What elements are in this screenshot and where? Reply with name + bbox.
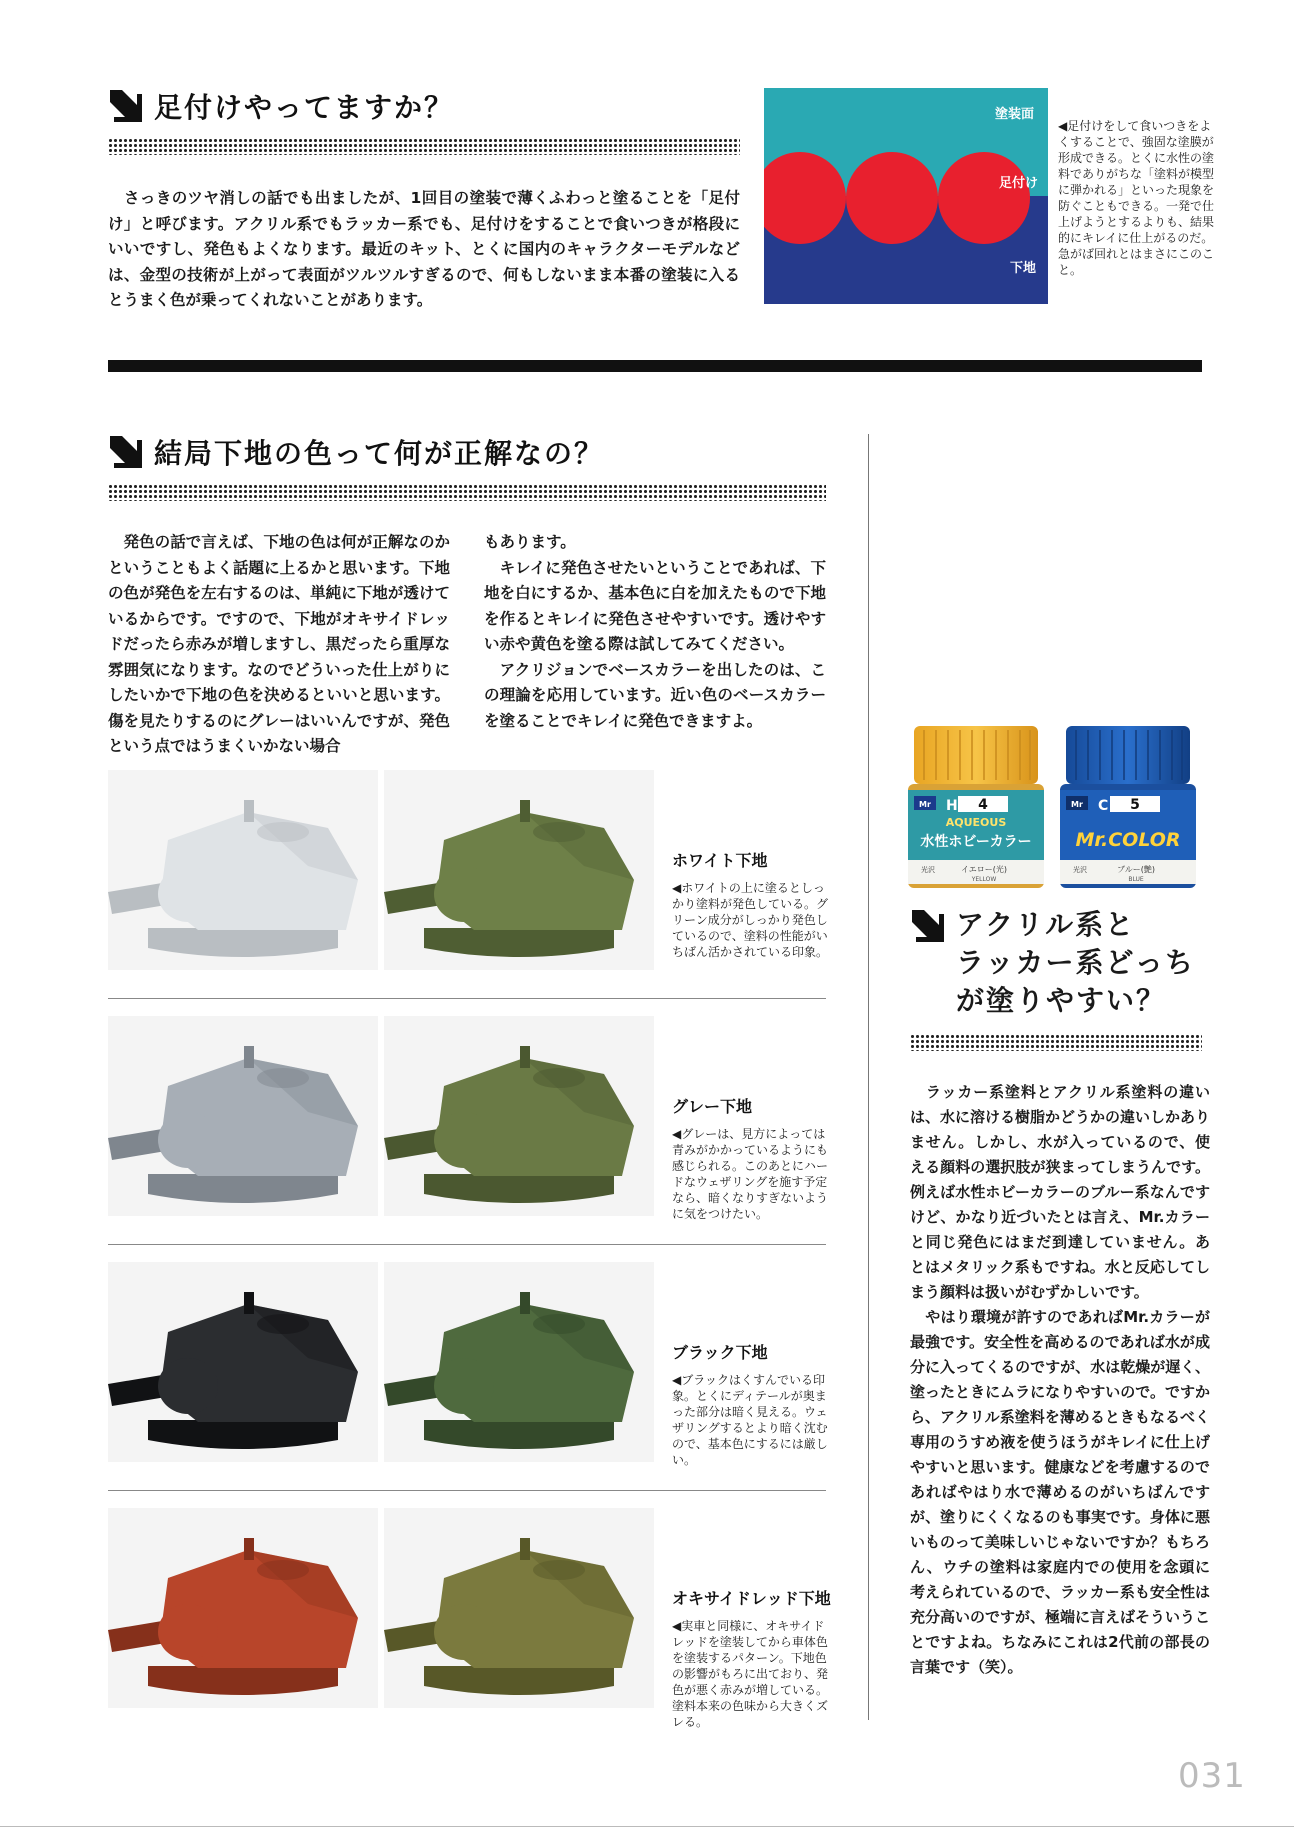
primer-photo bbox=[108, 770, 378, 970]
svg-text:Mr: Mr bbox=[919, 800, 931, 809]
ashizuke-dot bbox=[938, 152, 1030, 244]
section1-caption: ◀足付けをして食いつきをよくすることで、強固な塗膜が形成できる。とくに水性の塗料でありがちな「塗料が模型に弾かれる」といった現象を防ぐこともできる。一発で仕上げようとするよりも、結果的にキレイに仕上がるのだ。急がば回れとはまさにこのこと。 bbox=[1058, 119, 1215, 277]
section2-column-2: もあります。 キレイに発色させたいということであれば、下地を白にするか、基本色に白を加えたもので下地を作るとキレイに発色させやすいです。透けやすい赤や黄色を塗る際は試してみてください。 アクリジョンでベースカラーを出したのは、この理論を応用しています。近い色のベースカラーを塗ることでキレイに発色できますよ。 bbox=[484, 533, 826, 730]
primer-label: グレー下地 bbox=[672, 1097, 753, 1116]
svg-text:光沢: 光沢 bbox=[921, 866, 935, 874]
section-divider bbox=[108, 360, 1202, 372]
heading-arrow-icon bbox=[108, 88, 144, 124]
primer-caption: ◀実車と同様に、オキサイドレッドを塗装してから車体色を塗装するパターン。下地色の影響がもろに出ており、発色が悪く赤みが増している。塗料本来の色味から大きくズレる。 bbox=[672, 1619, 829, 1729]
painted-photo bbox=[384, 1016, 654, 1216]
section2-column-1: 発色の話で言えば、下地の色は何が正解なのかということもよく話題に上るかと思います。下地の色が発色を左右するのは、単純に下地が透けているからです。ですので、下地がオキサイドレッドだったら赤みが増しますし、黒だったら重厚な雰囲気になります。なのでどういった仕上がりにしたいかで下地の色を決めるといいと思います。傷を見たりするのにグレーはいいんですが、発色という点ではうまくいかない場合 bbox=[108, 533, 450, 755]
section1-dotted-rule bbox=[108, 138, 740, 155]
svg-text:イエロー(光): イエロー(光) bbox=[961, 865, 1007, 874]
painted-photo bbox=[384, 770, 654, 970]
mr-color-paint-jar bbox=[1058, 722, 1198, 890]
row-divider bbox=[108, 998, 826, 999]
ashizuke-diagram bbox=[764, 88, 1048, 304]
page-edge bbox=[0, 1826, 1294, 1827]
painted-photo bbox=[384, 1262, 654, 1462]
page-number: 031 bbox=[1178, 1756, 1246, 1796]
svg-text:水性ホビーカラー: 水性ホビーカラー bbox=[920, 834, 1032, 850]
svg-text:BLUE: BLUE bbox=[1128, 876, 1144, 883]
row-divider bbox=[108, 1244, 826, 1245]
section3-title-line: アクリル系と bbox=[956, 908, 1136, 941]
heading-arrow-icon bbox=[108, 434, 144, 470]
svg-text:光沢: 光沢 bbox=[1073, 866, 1087, 874]
primer-label: ホワイト下地 bbox=[672, 851, 768, 870]
svg-text:YELLOW: YELLOW bbox=[971, 876, 997, 883]
svg-text:ブルー(艶): ブルー(艶) bbox=[1117, 865, 1155, 874]
section1-title: 足付けやってますか？ bbox=[154, 91, 455, 124]
heading-arrow-icon bbox=[910, 908, 946, 944]
section2-dotted-rule bbox=[108, 484, 826, 501]
primer-photo bbox=[108, 1262, 378, 1462]
diagram-label-base: 下地 bbox=[1009, 261, 1036, 276]
primer-photo bbox=[108, 1508, 378, 1708]
section3-title bbox=[956, 906, 1195, 1020]
svg-text:C: C bbox=[1098, 798, 1109, 814]
section1-body: さっきのツヤ消しの話でも出ましたが、1回目の塗装で薄くふわっと塗ることを「足付け」と呼びます。アクリル系でもラッカー系でも、足付けをすることで食いつきが格段にいいですし、発色もよくなります。最近のキット、とくに国内のキャラクターモデルなどは、金型の技術が上がって表面がツルツルすぎるので、何もしないまま本番の塗装に入るとうまく色が乗ってくれないことがあります。 bbox=[108, 189, 740, 309]
section3-title-line: ラッカー系どっち bbox=[956, 946, 1195, 979]
svg-text:H: H bbox=[946, 798, 958, 814]
column-divider bbox=[868, 434, 869, 1720]
svg-text:Mr: Mr bbox=[1071, 800, 1083, 809]
section2-title: 結局下地の色って何が正解なの？ bbox=[154, 437, 605, 470]
ashizuke-dot bbox=[846, 152, 938, 244]
primer-photo bbox=[108, 1016, 378, 1216]
primer-label: オキサイドレッド下地 bbox=[672, 1589, 831, 1608]
section3-body: ラッカー系塗料とアクリル系塗料の違いは、水に溶ける樹脂かどうかの違いしかありません。しかし、水が入っているので、使える顔料の選択肢が狭まってしまうんです。例えば水性ホビーカラーのブルー系なんですけど、かなり近づいたとは言え、Mr.カラーと同じ発色にはまだ到達していません。あとはメタリック系もですね。水と反応してしまう顔料は扱いがむずかしいです。 やはり環境が許すのであればMr.カラーが最強です。安全性を高めるのであれば水が成分に入ってくるのですが、水は乾燥が遅く、塗ったときにムラになりやすいので。ですから、アクリル系塗料を薄めるときもなるべく専用のうすめ液を使うほうがキレイに仕上げやすいと思います。健康などを考慮するのであればやはり水で薄めるのがいちばんですが、塗りにくくなるのも事実です。身体に悪いものって美味しいじゃないですか？もちろん、ウチの塗料は家庭内での使用を念頭に考えられているので、ラッカー系も安全性は充分高いのですが、極端に言えばそういうことですよね。ちなみにこれは2代前の部長の言葉です（笑）。 bbox=[910, 1083, 1211, 1676]
svg-text:5: 5 bbox=[1130, 797, 1140, 813]
svg-text:Mr.COLOR: Mr.COLOR bbox=[1075, 829, 1181, 851]
svg-text:AQUEOUS: AQUEOUS bbox=[945, 816, 1007, 829]
primer-caption: ◀ホワイトの上に塗るとしっかり塗料が発色している。グリーン成分がしっかり発色しているので、塗料の性能がいちばん活かされている印象。 bbox=[672, 881, 829, 959]
diagram-label-surface: 塗装面 bbox=[994, 107, 1034, 122]
row-divider bbox=[108, 1490, 826, 1491]
painted-photo bbox=[384, 1508, 654, 1708]
svg-text:4: 4 bbox=[978, 797, 988, 813]
aqueous-paint-jar bbox=[906, 722, 1046, 890]
section3-dotted-rule bbox=[910, 1034, 1202, 1051]
primer-caption: ◀ブラックはくすんでいる印象。とくにディテールが奥まった部分は暗く見える。ウェザリングするとより暗く沈むので、基本色にするには厳しい。 bbox=[672, 1373, 828, 1467]
primer-caption: ◀グレーは、見方によっては青みがかかっているようにも感じられる。このあとにハードなウェザリングを施す予定なら、暗くなりすぎないように気をつけたい。 bbox=[672, 1127, 829, 1221]
section3-title-line: が塗りやすい？ bbox=[956, 984, 1167, 1017]
diagram-label-ashizuke: 足付け bbox=[998, 176, 1038, 191]
primer-label: ブラック下地 bbox=[672, 1343, 768, 1362]
